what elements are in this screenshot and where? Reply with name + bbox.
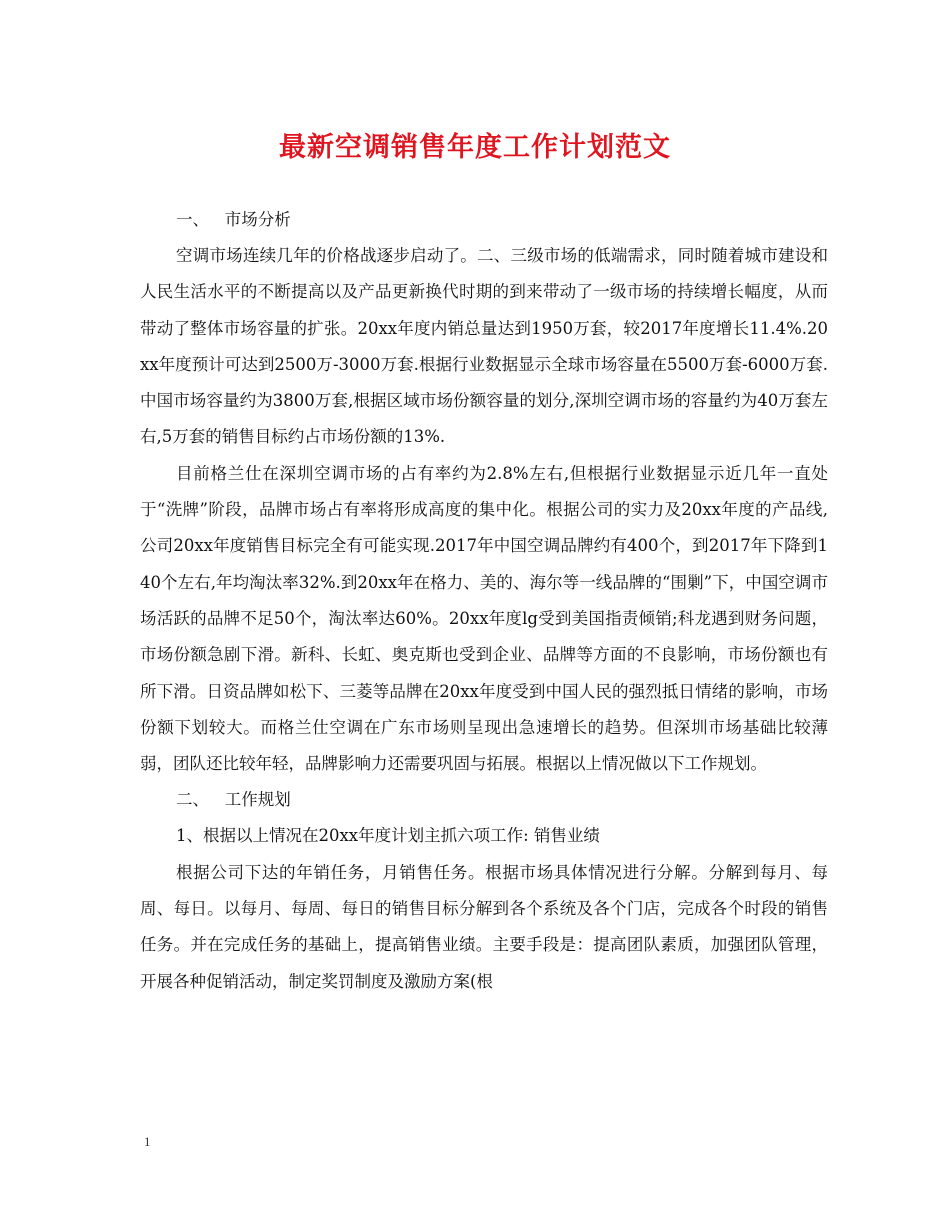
paragraph-plan-item-1: 1、根据以上情况在20xx年度计划主抓六项工作: 销售业绩 — [176, 826, 600, 846]
paragraph-sales-targets: 根据公司下达的年销任务，月销售任务。根据市场具体情况进行分解。分解到每月、每周、每日。以每月、每周、每日的销售目标分解到各个系统及各个门店，完成各个时段的销售任务。并在完成任务的基础上，提高销售业绩。主要手段是：提高团队素质，加强团队管理，开展各种促销活动，制定奖罚制度及激励方案(根 — [140, 862, 828, 991]
section-heading-market-analysis: 一、 市场分析 — [176, 210, 291, 229]
paragraph-brand-share: 目前格兰仕在深圳空调市场的占有率约为2.8%左右,但根据行业数据显示近几年一直处于“洗牌”阶段，品牌市场占有率将形成高度的集中化。根据公司的实力及20xx年度的产品线,公司20xx年度销售目标完全有可能实现.2017年中国空调品牌约有400个，到2017年下降到140个左右,年均淘汰率32%.到20xx年在格力、美的、海尔等一线品牌的“围剿”下，中国空调市场活跃的品牌不足50个，淘汰率达60%。20xx年度lg受到美国指责倾销;科龙遇到财务问题，市场份额急剧下滑。新科、长虹、奥克斯也受到企业、品牌等方面的不良影响，市场份额也有所下滑。日资品牌如松下、三菱等品牌在20xx年度受到中国人民的强烈抵日情绪的影响，市场份额下划较大。而格兰仕空调在广东市场则呈现出急速增长的趋势。但深圳市场基础比较薄弱，团队还比较年轻，品牌影响力还需要巩固与拓展。根据以上情况做以下工作规划。 — [140, 463, 828, 774]
section-heading-work-plan: 二、 工作规划 — [176, 790, 291, 810]
document-body — [140, 202, 828, 1000]
paragraph-market-overview: 空调市场连续几年的价格战逐步启动了。二、三级市场的低端需求，同时随着城市建设和人民生活水平的不断提高以及产品更新换代时期的到来带动了一级市场的持续增长幅度，从而带动了整体市场容量的扩张。20xx年度内销总量达到1950万套，较2017年度增长11.4%.20xx年度预计可达到2500万-3000万套.根据行业数据显示全球市场容量在5500万套-6000万套.中国市场容量约为3800万套,根据区域市场份额容量的划分,深圳空调市场的容量约为40万套左右,5万套的销售目标约占市场份额的13%. — [140, 246, 828, 447]
document-title: 最新空调销售年度工作计划范文 — [279, 132, 671, 163]
page-number: 1 — [144, 1134, 151, 1149]
